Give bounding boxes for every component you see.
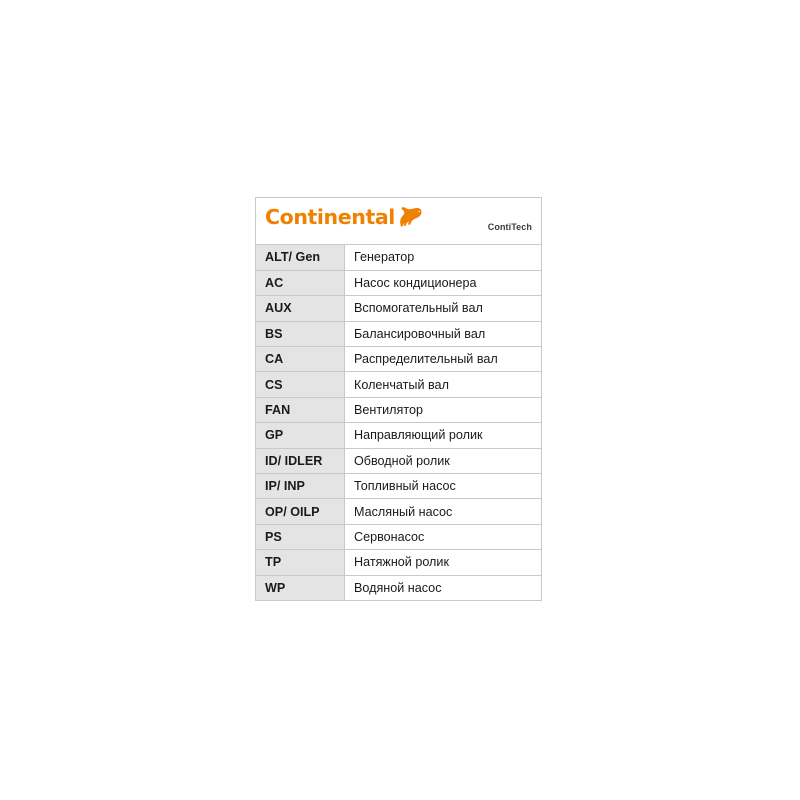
abbr-code: CA xyxy=(256,347,345,372)
horse-logo-icon xyxy=(397,203,423,232)
brand-header xyxy=(256,198,541,245)
table-row xyxy=(256,245,541,270)
table-row xyxy=(256,397,541,422)
table-row xyxy=(256,347,541,372)
table-row xyxy=(256,372,541,397)
abbr-description: Натяжной ролик xyxy=(345,550,542,575)
abbr-description: Обводной ролик xyxy=(345,448,542,473)
abbr-description: Вспомогательный вал xyxy=(345,296,542,321)
abbr-code: OP/ OILP xyxy=(256,499,345,524)
abbr-code: ID/ IDLER xyxy=(256,448,345,473)
abbr-code: IP/ INP xyxy=(256,474,345,499)
abbr-description: Водяной насос xyxy=(345,575,542,600)
table-row xyxy=(256,321,541,346)
abbr-code: AC xyxy=(256,270,345,295)
table-row xyxy=(256,499,541,524)
abbr-description: Коленчатый вал xyxy=(345,372,542,397)
table-row xyxy=(256,270,541,295)
table-row xyxy=(256,423,541,448)
table-row xyxy=(256,448,541,473)
abbr-description: Направляющий ролик xyxy=(345,423,542,448)
abbr-code: CS xyxy=(256,372,345,397)
abbr-description: Распределительный вал xyxy=(345,347,542,372)
table-row xyxy=(256,524,541,549)
abbr-description: Масляный насос xyxy=(345,499,542,524)
abbreviation-card xyxy=(255,197,542,601)
abbr-code: ALT/ Gen xyxy=(256,245,345,270)
abbr-description: Вентилятор xyxy=(345,397,542,422)
table-row xyxy=(256,550,541,575)
table-row xyxy=(256,575,541,600)
continental-logo xyxy=(265,206,423,232)
abbr-code: TP xyxy=(256,550,345,575)
abbr-description: Балансировочный вал xyxy=(345,321,542,346)
abbr-description: Сервонасос xyxy=(345,524,542,549)
abbr-code: BS xyxy=(256,321,345,346)
table-row xyxy=(256,296,541,321)
abbr-description: Генератор xyxy=(345,245,542,270)
abbr-code: AUX xyxy=(256,296,345,321)
abbr-code: GP xyxy=(256,423,345,448)
abbr-code: WP xyxy=(256,575,345,600)
brand-wordmark: Continental xyxy=(265,205,395,229)
abbreviation-table xyxy=(256,245,541,600)
abbr-description: Топливный насос xyxy=(345,474,542,499)
abbr-code: FAN xyxy=(256,397,345,422)
contitech-subbrand: ContiTech xyxy=(487,222,532,232)
abbr-description: Насос кондиционера xyxy=(345,270,542,295)
abbr-code: PS xyxy=(256,524,345,549)
table-row xyxy=(256,474,541,499)
